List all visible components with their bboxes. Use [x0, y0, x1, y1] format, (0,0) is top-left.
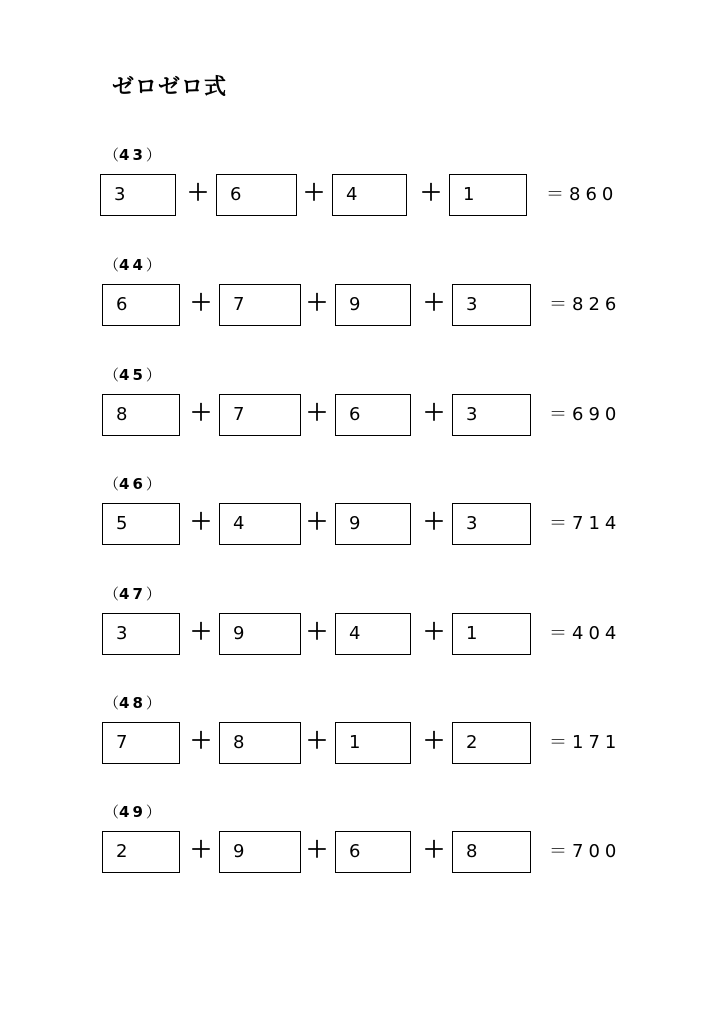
- answer-box-2[interactable]: [219, 503, 301, 545]
- box-digit: 4: [346, 184, 358, 205]
- answer-box-3[interactable]: [335, 503, 411, 545]
- answer-box-4[interactable]: [452, 394, 531, 436]
- box-digit: 8: [116, 404, 128, 425]
- plus-sign: ＋: [190, 729, 213, 754]
- plus-sign: ＋: [306, 510, 329, 535]
- box-digit: 1: [463, 184, 475, 205]
- close-paren: ）: [145, 694, 161, 712]
- plus-sign: ＋: [306, 838, 329, 863]
- problem-number: [104, 146, 161, 164]
- answer-box-3[interactable]: [335, 831, 411, 873]
- box-digit: 9: [233, 841, 245, 862]
- answer-box-2[interactable]: [219, 722, 301, 764]
- problem-number: [104, 803, 161, 821]
- answer-box-1[interactable]: [102, 503, 180, 545]
- target-sum: ＝860: [546, 184, 619, 205]
- target-sum: ＝171: [549, 732, 622, 753]
- close-paren: ）: [145, 366, 161, 384]
- problem-number: [104, 585, 161, 603]
- box-digit: 9: [349, 294, 361, 315]
- plus-sign: ＋: [306, 401, 329, 426]
- problem-48: [0, 694, 724, 784]
- plus-sign: ＋: [423, 729, 446, 754]
- close-paren: ）: [145, 475, 161, 493]
- problem-46: [0, 475, 724, 565]
- plus-sign: ＋: [423, 510, 446, 535]
- plus-sign: ＋: [306, 729, 329, 754]
- open-paren: （: [104, 803, 120, 821]
- answer-box-1[interactable]: [102, 284, 180, 326]
- answer-box-4[interactable]: [452, 613, 531, 655]
- box-digit: 7: [116, 732, 128, 753]
- problem-number-value: 43: [119, 146, 146, 164]
- problem-number-value: 48: [119, 694, 146, 712]
- problem-43: [0, 146, 724, 236]
- plus-sign: ＋: [423, 291, 446, 316]
- plus-sign: ＋: [306, 620, 329, 645]
- box-digit: 3: [466, 294, 478, 315]
- plus-sign: ＋: [423, 620, 446, 645]
- box-digit: 6: [349, 841, 361, 862]
- problem-number: [104, 475, 161, 493]
- plus-sign: ＋: [420, 181, 443, 206]
- plus-sign: ＋: [303, 181, 326, 206]
- problem-47: [0, 585, 724, 675]
- answer-box-2[interactable]: [216, 174, 297, 216]
- answer-box-4[interactable]: [452, 503, 531, 545]
- box-digit: 7: [233, 294, 245, 315]
- plus-sign: ＋: [190, 291, 213, 316]
- box-digit: 6: [116, 294, 128, 315]
- close-paren: ）: [145, 585, 161, 603]
- target-sum: ＝404: [549, 623, 622, 644]
- plus-sign: ＋: [190, 838, 213, 863]
- answer-box-2[interactable]: [219, 613, 301, 655]
- answer-box-4[interactable]: [452, 284, 531, 326]
- target-sum: ＝826: [549, 294, 622, 315]
- problem-number-value: 47: [119, 585, 146, 603]
- problem-number: [104, 256, 161, 274]
- box-digit: 3: [116, 623, 128, 644]
- box-digit: 3: [466, 513, 478, 534]
- box-digit: 2: [466, 732, 478, 753]
- problem-number: [104, 366, 161, 384]
- problem-number-value: 44: [119, 256, 146, 274]
- answer-box-1[interactable]: [100, 174, 176, 216]
- target-sum: ＝700: [549, 841, 622, 862]
- answer-box-2[interactable]: [219, 284, 301, 326]
- box-digit: 8: [466, 841, 478, 862]
- box-digit: 6: [230, 184, 242, 205]
- plus-sign: ＋: [190, 510, 213, 535]
- plus-sign: ＋: [187, 181, 210, 206]
- open-paren: （: [104, 585, 120, 603]
- box-digit: 1: [349, 732, 361, 753]
- answer-box-3[interactable]: [332, 174, 407, 216]
- answer-box-4[interactable]: [452, 722, 531, 764]
- plus-sign: ＋: [190, 401, 213, 426]
- open-paren: （: [104, 256, 120, 274]
- plus-sign: ＋: [190, 620, 213, 645]
- open-paren: （: [104, 146, 120, 164]
- problem-number: [104, 694, 161, 712]
- answer-box-2[interactable]: [219, 394, 301, 436]
- box-digit: 1: [466, 623, 478, 644]
- problem-number-value: 49: [119, 803, 146, 821]
- answer-box-3[interactable]: [335, 613, 411, 655]
- open-paren: （: [104, 694, 120, 712]
- answer-box-1[interactable]: [102, 394, 180, 436]
- problem-49: [0, 803, 724, 893]
- box-digit: 9: [233, 623, 245, 644]
- open-paren: （: [104, 366, 120, 384]
- box-digit: 6: [349, 404, 361, 425]
- box-digit: 5: [116, 513, 128, 534]
- problem-45: [0, 366, 724, 456]
- answer-box-4[interactable]: [449, 174, 527, 216]
- target-sum: ＝714: [549, 513, 622, 534]
- box-digit: 8: [233, 732, 245, 753]
- close-paren: ）: [145, 803, 161, 821]
- problem-44: [0, 256, 724, 346]
- answer-box-3[interactable]: [335, 722, 411, 764]
- box-digit: 9: [349, 513, 361, 534]
- box-digit: 3: [466, 404, 478, 425]
- plus-sign: ＋: [306, 291, 329, 316]
- worksheet-title: ゼロゼロ式: [112, 75, 228, 100]
- box-digit: 4: [349, 623, 361, 644]
- plus-sign: ＋: [423, 838, 446, 863]
- answer-box-2[interactable]: [219, 831, 301, 873]
- close-paren: ）: [145, 146, 161, 164]
- answer-box-3[interactable]: [335, 394, 411, 436]
- box-digit: 2: [116, 841, 128, 862]
- close-paren: ）: [145, 256, 161, 274]
- answer-box-4[interactable]: [452, 831, 531, 873]
- answer-box-1[interactable]: [102, 613, 180, 655]
- open-paren: （: [104, 475, 120, 493]
- answer-box-1[interactable]: [102, 722, 180, 764]
- box-digit: 3: [114, 184, 126, 205]
- problem-number-value: 46: [119, 475, 146, 493]
- answer-box-3[interactable]: [335, 284, 411, 326]
- box-digit: 4: [233, 513, 245, 534]
- problem-number-value: 45: [119, 366, 146, 384]
- target-sum: ＝690: [549, 404, 622, 425]
- answer-box-1[interactable]: [102, 831, 180, 873]
- box-digit: 7: [233, 404, 245, 425]
- plus-sign: ＋: [423, 401, 446, 426]
